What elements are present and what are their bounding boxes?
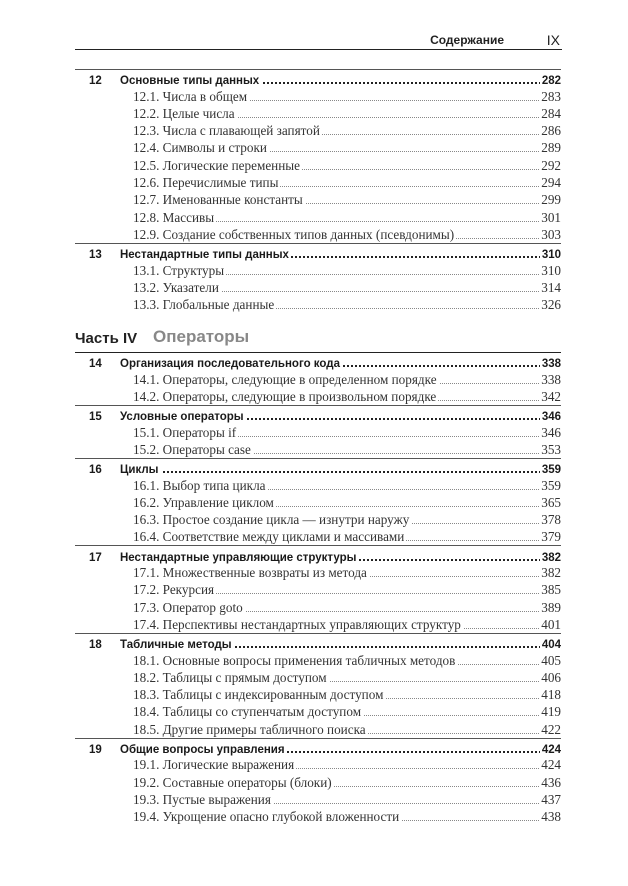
toc-page-number: 310 xyxy=(541,262,561,278)
toc-section-entry[interactable] xyxy=(75,87,561,104)
section-title[interactable]: 12.5. Логические переменные xyxy=(133,157,301,173)
chapter-number: 18 xyxy=(75,639,109,651)
toc-section-entry[interactable] xyxy=(75,156,561,173)
section-title[interactable]: 12.4. Символы и строки xyxy=(133,140,267,156)
chapter-title[interactable]: Основные типы данных xyxy=(120,75,260,88)
toc-page-number: 422 xyxy=(541,721,561,737)
section-title[interactable]: 16.4. Соответствие между циклами и массивами xyxy=(133,529,405,545)
section-title[interactable]: 18.3. Таблицы с индексированным доступом xyxy=(133,687,384,703)
toc-section-entry[interactable] xyxy=(75,686,561,703)
toc-page-number: 289 xyxy=(541,140,561,156)
part-title: Операторы xyxy=(153,327,250,347)
section-title[interactable]: 19.2. Составные операторы (блоки) xyxy=(133,774,332,790)
toc-page-number: 385 xyxy=(541,582,561,598)
section-title[interactable]: 16.1. Выбор типа цикла xyxy=(133,477,266,493)
toc-chapter-entry[interactable] xyxy=(75,545,561,563)
toc-page-number: 346 xyxy=(541,424,561,440)
section-title[interactable]: 17.2. Рекурсия xyxy=(133,582,215,598)
chapter-number: 15 xyxy=(75,411,109,423)
toc-page-number: 283 xyxy=(541,88,561,104)
section-title[interactable]: 16.2. Управление циклом xyxy=(133,494,274,510)
toc-section-entry[interactable] xyxy=(75,388,561,405)
toc-section-entry[interactable] xyxy=(75,296,561,313)
chapter-number: 12 xyxy=(75,75,109,87)
toc-section-entry[interactable] xyxy=(75,773,561,790)
chapter-number: 13 xyxy=(75,249,109,261)
toc-page-number: 284 xyxy=(541,105,561,121)
toc-page-number: 379 xyxy=(541,529,561,545)
toc-page-number: 359 xyxy=(541,477,561,493)
toc-page-number: 424 xyxy=(541,757,561,773)
toc-section-entry[interactable] xyxy=(75,511,561,528)
toc-section-entry[interactable] xyxy=(75,476,561,493)
running-header-title: Содержание xyxy=(430,33,504,47)
toc-page-number: 406 xyxy=(541,669,561,685)
section-title[interactable]: 17.3. Оператор goto xyxy=(133,599,243,615)
section-title[interactable]: 18.2. Таблицы с прямым доступом xyxy=(133,669,327,685)
toc-page-number: 401 xyxy=(541,616,561,632)
toc-page-number: 286 xyxy=(541,123,561,139)
toc-section-entry[interactable] xyxy=(75,208,561,225)
toc-section-entry[interactable] xyxy=(75,669,561,686)
section-title[interactable]: 16.3. Простое создание цикла — изнутри наружу xyxy=(133,512,410,528)
toc-page-number: 314 xyxy=(541,279,561,295)
toc-section-entry[interactable] xyxy=(75,226,561,243)
toc-page-number: 301 xyxy=(541,209,561,225)
toc-chapter-entry[interactable] xyxy=(75,738,561,756)
toc-section-entry[interactable] xyxy=(75,441,561,458)
toc-section-entry[interactable] xyxy=(75,122,561,139)
section-title[interactable]: 12.6. Перечислимые типы xyxy=(133,175,279,191)
toc-page-number: 282 xyxy=(541,75,561,88)
section-title[interactable]: 19.1. Логические выражения xyxy=(133,757,295,773)
toc-section-entry[interactable] xyxy=(75,703,561,720)
toc-page-number: 292 xyxy=(541,157,561,173)
chapter-title[interactable]: Условные операторы xyxy=(120,411,244,424)
toc-page-number: 294 xyxy=(541,175,561,191)
toc-page-number: 326 xyxy=(541,297,561,313)
section-title[interactable]: 19.4. Укрощение опасно глубокой вложенности xyxy=(133,809,400,825)
toc-page-number: 299 xyxy=(541,192,561,208)
chapter-title[interactable]: Циклы xyxy=(120,464,159,477)
section-title[interactable]: 12.2. Целые числа xyxy=(133,105,235,121)
toc-page-number: 303 xyxy=(541,226,561,242)
toc-page-number: 353 xyxy=(541,441,561,457)
toc-page-number: 438 xyxy=(541,809,561,825)
toc-section-entry[interactable] xyxy=(75,808,561,825)
toc-page-number: 405 xyxy=(541,652,561,668)
section-title[interactable]: 12.7. Именованные константы xyxy=(133,192,303,208)
toc-chapter-entry[interactable] xyxy=(75,243,561,261)
toc-section-entry[interactable] xyxy=(75,174,561,191)
table-of-contents xyxy=(75,69,561,825)
section-title[interactable]: 17.4. Перспективы нестандартных управляющих структур xyxy=(133,616,461,632)
section-title[interactable]: 13.1. Структуры xyxy=(133,262,225,278)
chapter-number: 17 xyxy=(75,552,109,564)
toc-section-entry[interactable] xyxy=(75,370,561,387)
toc-page-number: 310 xyxy=(541,249,561,262)
section-title[interactable]: 13.2. Указатели xyxy=(133,279,219,295)
toc-section-entry[interactable] xyxy=(75,581,561,598)
toc-chapter-entry[interactable] xyxy=(75,352,561,370)
toc-section-entry[interactable] xyxy=(75,720,561,737)
section-title[interactable]: 13.3. Глобальные данные xyxy=(133,297,275,313)
chapter-title[interactable]: Общие вопросы управления xyxy=(120,743,285,756)
toc-chapter-entry[interactable] xyxy=(75,458,561,476)
section-title[interactable]: 18.5. Другие примеры табличного поиска xyxy=(133,721,366,737)
section-title[interactable]: 18.1. Основные вопросы применения табличных методов xyxy=(133,652,456,668)
toc-section-entry[interactable] xyxy=(75,791,561,808)
dot-leader xyxy=(120,471,561,473)
toc-page-number: 338 xyxy=(541,358,561,371)
toc-section-entry[interactable] xyxy=(75,279,561,296)
toc-page-number: 378 xyxy=(541,512,561,528)
chapter-number: 14 xyxy=(75,358,109,370)
chapter-title[interactable]: Организация последовательного кода xyxy=(120,358,340,371)
chapter-title[interactable]: Нестандартные типы данных xyxy=(120,249,289,262)
toc-section-entry[interactable] xyxy=(75,756,561,773)
toc-page-number: 382 xyxy=(541,551,561,564)
toc-page-number: 404 xyxy=(541,639,561,652)
chapter-number: 16 xyxy=(75,464,109,476)
section-title[interactable]: 17.1. Множественные возвраты из метода xyxy=(133,565,367,581)
toc-section-entry[interactable] xyxy=(75,651,561,668)
toc-page-number: 346 xyxy=(541,411,561,424)
section-title[interactable]: 14.2. Операторы, следующие в произвольном порядке xyxy=(133,389,437,405)
toc-page-number: 365 xyxy=(541,494,561,510)
part-label: Часть IV xyxy=(75,330,138,348)
section-title[interactable]: 18.4. Таблицы со ступенчатым доступом xyxy=(133,704,362,720)
toc-page-number: 437 xyxy=(541,791,561,807)
toc-section-entry[interactable] xyxy=(75,564,561,581)
toc-page-number: 418 xyxy=(541,687,561,703)
toc-chapter-entry[interactable] xyxy=(75,633,561,651)
section-title[interactable]: 15.2. Операторы case xyxy=(133,441,251,457)
section-title[interactable]: 14.1. Операторы, следующие в определенном порядке xyxy=(133,371,437,387)
section-title[interactable]: 15.1. Операторы if xyxy=(133,424,237,440)
chapter-title[interactable]: Табличные методы xyxy=(120,639,232,652)
toc-section-entry[interactable] xyxy=(75,598,561,615)
toc-page-number: 424 xyxy=(541,743,561,756)
toc-chapter-entry[interactable] xyxy=(75,405,561,423)
section-title[interactable]: 12.3. Числа с плавающей запятой xyxy=(133,123,320,139)
part-heading xyxy=(75,323,561,347)
page-number: IX xyxy=(546,32,560,48)
toc-section-entry[interactable] xyxy=(75,528,561,545)
toc-section-entry[interactable] xyxy=(75,139,561,156)
toc-page-number: 359 xyxy=(541,464,561,477)
toc-page-number: 419 xyxy=(541,704,561,720)
toc-section-entry[interactable] xyxy=(75,261,561,278)
toc-page-number: 389 xyxy=(541,599,561,615)
running-header xyxy=(75,33,562,50)
toc-section-entry[interactable] xyxy=(75,616,561,633)
toc-page-number: 338 xyxy=(541,371,561,387)
toc-page-number: 382 xyxy=(541,565,561,581)
section-title[interactable]: 12.8. Массивы xyxy=(133,209,215,225)
toc-page-number: 342 xyxy=(541,389,561,405)
toc-section-entry[interactable] xyxy=(75,423,561,440)
toc-section-entry[interactable] xyxy=(75,494,561,511)
section-title[interactable]: 19.3. Пустые выражения xyxy=(133,791,271,807)
toc-page-number: 436 xyxy=(541,774,561,790)
section-title[interactable]: 12.9. Создание собственных типов данных (псевдонимы) xyxy=(133,226,455,242)
toc-section-entry[interactable] xyxy=(75,191,561,208)
toc-chapter-entry[interactable] xyxy=(75,69,561,87)
chapter-number: 19 xyxy=(75,744,109,756)
toc-section-entry[interactable] xyxy=(75,105,561,122)
chapter-title[interactable]: Нестандартные управляющие структуры xyxy=(120,551,357,564)
section-title[interactable]: 12.1. Числа в общем xyxy=(133,88,248,104)
